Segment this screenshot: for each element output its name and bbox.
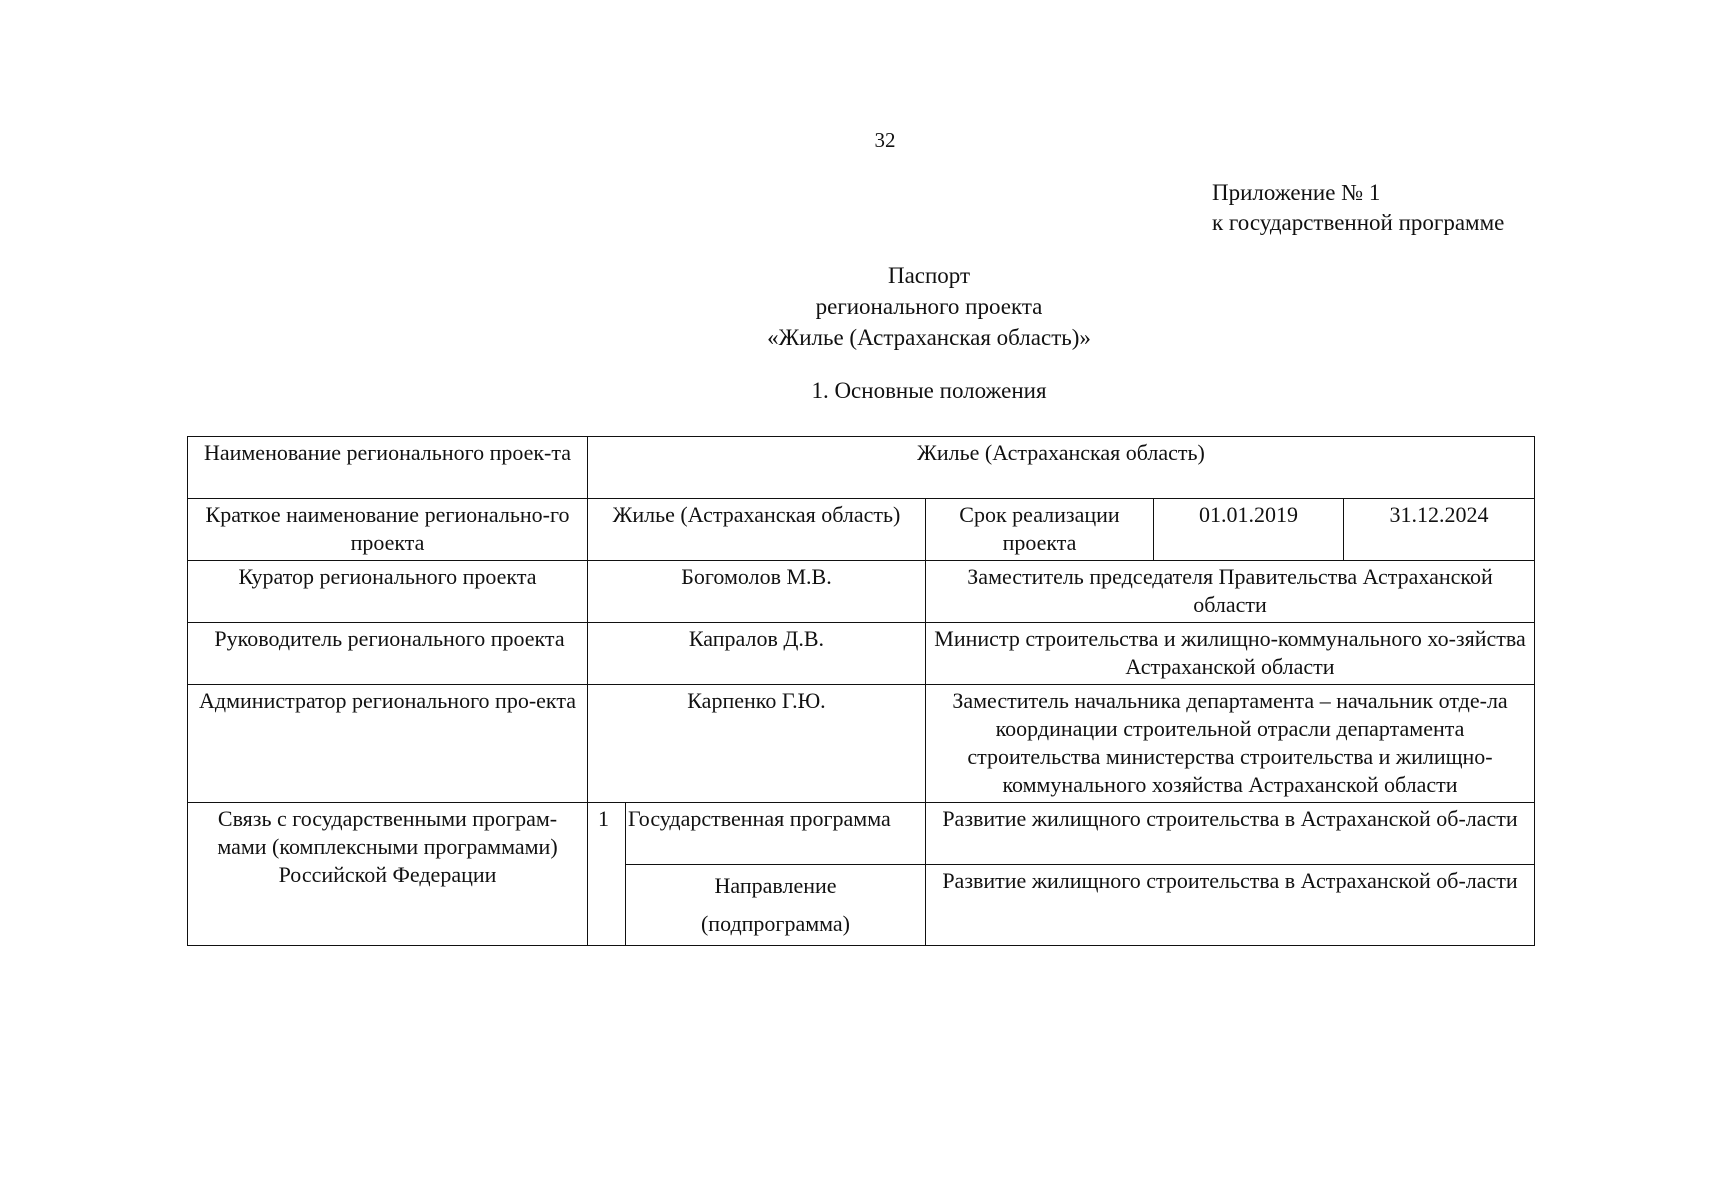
- appendix-note: [1212, 178, 1504, 238]
- section-heading: 1. Основные положения: [811, 378, 1047, 403]
- document-title: [0, 260, 1718, 353]
- appendix-line-1: Приложение № 1: [1212, 180, 1381, 205]
- head-name-cell: Капралов Д.В.: [588, 623, 926, 685]
- end-date-cell: 31.12.2024: [1344, 499, 1535, 561]
- curator-name-cell: Богомолов М.В.: [588, 561, 926, 623]
- term-label-cell: Срок реализации проекта: [926, 499, 1154, 561]
- short-name-value-cell: Жилье (Астраханская область): [588, 499, 926, 561]
- table-row-curator: [188, 561, 1535, 623]
- admin-label-cell: Администратор регионального про-екта: [188, 685, 588, 803]
- direction-value-cell: Развитие жилищного строительства в Астраханской об-ласти: [926, 865, 1535, 946]
- direction-label-line-2: (подпрограмма): [700, 911, 850, 936]
- name-value-cell: Жилье (Астраханская область): [588, 437, 1535, 499]
- head-position-cell: Министр строительства и жилищно-коммунального хо-зяйства Астраханской области: [926, 623, 1535, 685]
- state-program-label-cell: Государственная программа: [626, 803, 926, 865]
- passport-table: [187, 436, 1535, 946]
- curator-label-cell: Куратор регионального проекта: [188, 561, 588, 623]
- short-name-label-cell: Краткое наименование регионально-го проекта: [188, 499, 588, 561]
- table-row-name: [188, 437, 1535, 499]
- direction-label-line-1: Направление: [714, 873, 837, 898]
- appendix-line-2: к государственной программе: [1212, 210, 1505, 235]
- curator-position-cell: Заместитель председателя Правительства Астраханской области: [926, 561, 1535, 623]
- admin-name-cell: Карпенко Г.Ю.: [588, 685, 926, 803]
- admin-position-cell: Заместитель начальника департамента – начальник отде-ла координации строительной отрасли департамента строительства министерства строительства и жилищно-коммунального хозяйства Астраханской области: [926, 685, 1535, 803]
- table-row-state-program: [188, 803, 1535, 865]
- state-program-value-cell: Развитие жилищного строительства в Астраханской об-ласти: [926, 803, 1535, 865]
- table-row-admin: [188, 685, 1535, 803]
- name-label-cell: Наименование регионального проек-та: [188, 437, 588, 499]
- link-number-cell: 1: [588, 803, 626, 946]
- table-row-short-name: [188, 499, 1535, 561]
- start-date-cell: 01.01.2019: [1154, 499, 1344, 561]
- page-number: 32: [874, 128, 896, 152]
- title-line-2: регионального проекта: [815, 294, 1043, 319]
- head-label-cell: Руководитель регионального проекта: [188, 623, 588, 685]
- title-line-1: Паспорт: [887, 263, 971, 288]
- direction-label-cell: [626, 865, 926, 946]
- link-label-cell: Связь с государственными програм-мами (комплексными программами) Российской Федерации: [188, 803, 588, 946]
- table-row-head: [188, 623, 1535, 685]
- title-line-3: «Жилье (Астраханская область)»: [767, 325, 1091, 350]
